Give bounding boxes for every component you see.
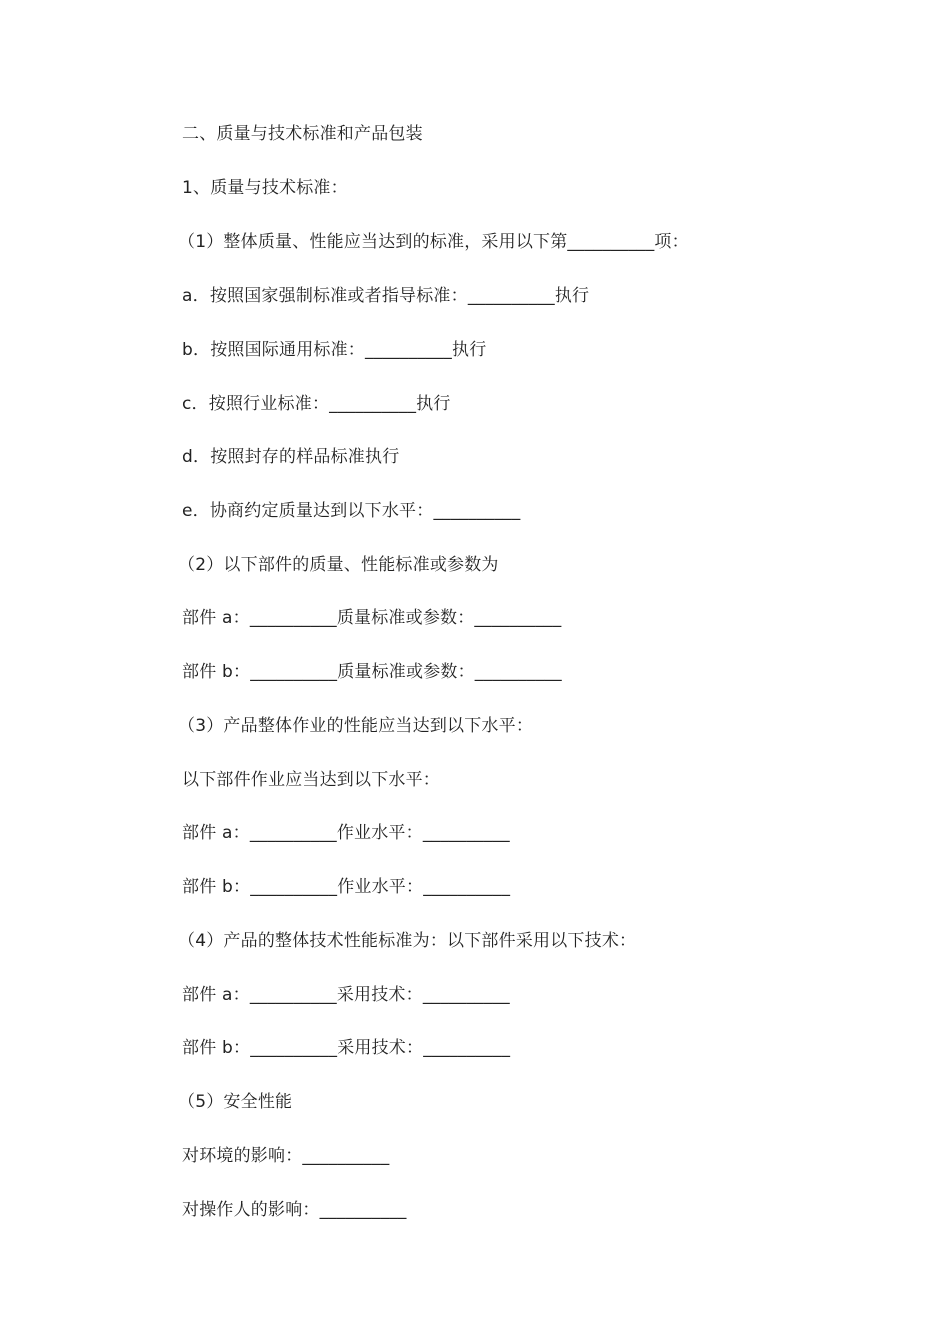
- clause-1: （1）整体质量、性能应当达到的标准，采用以下第__________项：: [178, 232, 689, 252]
- part-b-technology: 部件 b：__________采用技术：__________: [182, 1038, 511, 1058]
- option-a: a．按照国家强制标准或者指导标准：__________执行: [182, 286, 590, 306]
- part-a-technology: 部件 a：__________采用技术：__________: [182, 985, 510, 1005]
- clause-4: （4）产品的整体技术性能标准为：以下部件采用以下技术：: [178, 931, 637, 951]
- subsection-heading: 1、质量与技术标准：: [182, 178, 348, 198]
- part-b-quality: 部件 b：__________质量标准或参数：__________: [182, 662, 562, 682]
- environment-impact: 对环境的影响：__________: [182, 1146, 390, 1166]
- option-b: b．按照国际通用标准：__________执行: [182, 340, 487, 360]
- clause-5: （5）安全性能: [178, 1092, 293, 1112]
- operator-impact: 对操作人的影响：__________: [182, 1200, 407, 1220]
- option-e: e．协商约定质量达到以下水平：__________: [182, 501, 521, 521]
- clause-3: （3）产品整体作业的性能应当达到以下水平：: [178, 716, 534, 736]
- clause-2: （2）以下部件的质量、性能标准或参数为: [178, 555, 499, 575]
- part-a-quality: 部件 a：__________质量标准或参数：__________: [182, 608, 562, 628]
- section-heading: 二、质量与技术标准和产品包装: [182, 124, 423, 144]
- part-a-operation: 部件 a：__________作业水平：__________: [182, 823, 510, 843]
- parts-operation-heading: 以下部件作业应当达到以下水平：: [182, 770, 440, 790]
- option-c: c．按照行业标准：__________执行: [182, 394, 451, 414]
- option-d: d．按照封存的样品标准执行: [182, 447, 400, 467]
- part-b-operation: 部件 b：__________作业水平：__________: [182, 877, 511, 897]
